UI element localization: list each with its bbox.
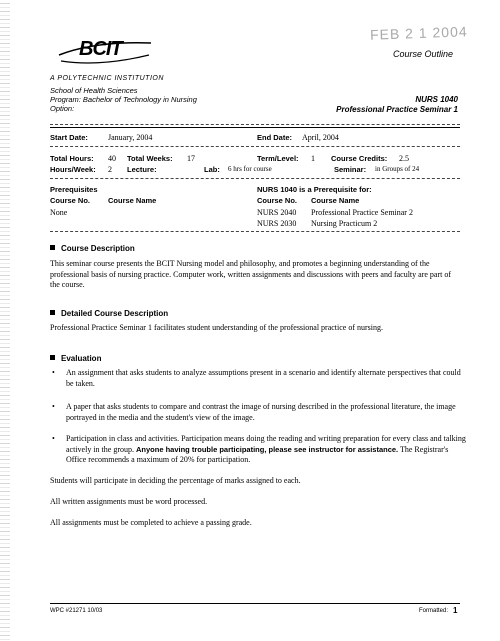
course-description-title: Course Description [61,244,135,253]
prereq-for-row-name: Nursing Practicum 2 [311,219,378,228]
participation-max: The Registrar's Office recommends a maximum of 20% for participation. [66,444,449,464]
footer-format-label: Formatted: [419,608,449,614]
lecture-label: Lecture: [127,165,157,174]
section-square-icon [50,355,55,360]
logo-wordmark: BCIT [79,38,122,60]
course-credits-value: 2.5 [399,154,409,163]
prereq-for-row-no: NURS 2030 [257,219,297,228]
participation-text: Participation in class and activities. Participation means doing the reading and writing preparation for every class and talking actively in the group. [66,434,466,454]
end-date-label: End Date: [257,133,293,142]
hours-divider [50,178,460,179]
total-weeks-value: 17 [187,154,195,163]
prereq-for-col-course-no: Course No. [257,196,298,205]
bullet-dot-icon: • [52,402,55,411]
prereq-for-heading: NURS 1040 is a Prerequisite for: [257,185,372,194]
word-processed-paragraph: All written assignments must be word processed. [50,497,208,506]
evaluation-item: An assignment that asks students to analyze assumptions present in a scenario and identify alternate perspectives that could be taken. [66,368,461,388]
course-description-heading [50,244,135,253]
received-stamp: FEB 2 1 2004 [369,23,468,43]
prerequisites-heading: Prerequisites [50,185,98,194]
dates-divider [50,146,460,147]
seminar-value: in Groups of 24 [375,165,420,173]
evaluation-item [66,434,466,466]
page-number: 1 [453,606,458,615]
prereq-divider [50,231,460,232]
bullet-dot-icon: • [52,434,55,443]
option-label: Option: [50,104,75,113]
institute-tagline: A POLYTECHNIC INSTITUTION [50,75,164,82]
hours-week-label: Hours/Week: [50,165,96,174]
school-name: School of Health Sciences [50,86,138,95]
lab-value: 6 hrs for course [228,165,272,173]
course-code: NURS 1040 [415,95,458,104]
marks-paragraph: Students will participate in deciding the percentage of marks assigned to each. [50,476,301,485]
prereq-col-course-name: Course Name [108,196,157,205]
course-credits-label: Course Credits: [331,154,388,163]
detailed-description-heading [50,309,168,318]
participation-note: Anyone having trouble participating, please see instructor for assistance. [135,444,399,454]
seminar-label: Seminar: [334,165,367,174]
bcit-logo [55,33,155,69]
footer-document-id: WPC #21271 10/03 [50,608,103,614]
prereq-for-row-name: Professional Practice Seminar 2 [311,208,413,217]
hours-week-value: 2 [108,165,112,174]
prereq-col-course-no: Course No. [50,196,91,205]
detailed-description-text: Professional Practice Seminar 1 facilitates student understanding of the professional practice of nursing. [50,323,384,332]
total-hours-value: 40 [108,154,116,163]
program-name: Program: Bachelor of Technology in Nursing [50,95,197,104]
evaluation-title: Evaluation [61,354,102,363]
start-date-value: January, 2004 [108,133,153,142]
term-level-value: 1 [311,154,315,163]
course-description-text: This seminar course presents the BCIT Nursing model and philosophy, and promotes a beginning understanding of the professional basis of nursing practice. Computer work, written assignments and discussions with peers and faculty are part of the course. [50,259,452,289]
prereq-for-row-no: NURS 2040 [257,208,297,217]
section-square-icon [50,245,55,250]
evaluation-heading [50,354,101,363]
course-title: Professional Practice Seminar 1 [336,105,458,114]
document-type: Course Outline [393,49,454,59]
prereq-for-col-course-name: Course Name [311,196,360,205]
term-level-label: Term/Level: [257,154,299,163]
bullet-dot-icon: • [52,368,55,377]
start-date-label: Start Date: [50,133,88,142]
passing-grade-paragraph: All assignments must be completed to achieve a passing grade. [50,518,252,527]
prereq-value: None [50,208,68,217]
lab-label: Lab: [204,165,220,174]
header-rule [50,127,460,128]
end-date-value: April, 2004 [302,133,339,142]
detailed-description-title: Detailed Course Description [61,309,169,318]
footer-rule [50,603,460,604]
total-hours-label: Total Hours: [50,154,94,163]
section-square-icon [50,310,55,315]
header-divider [50,124,460,125]
evaluation-item: A paper that asks students to compare and contrast the image of nursing described in the professional literature, the image portrayed in the media and the student's view of the image. [66,402,456,422]
total-weeks-label: Total Weeks: [127,154,173,163]
scan-edge [0,0,10,641]
